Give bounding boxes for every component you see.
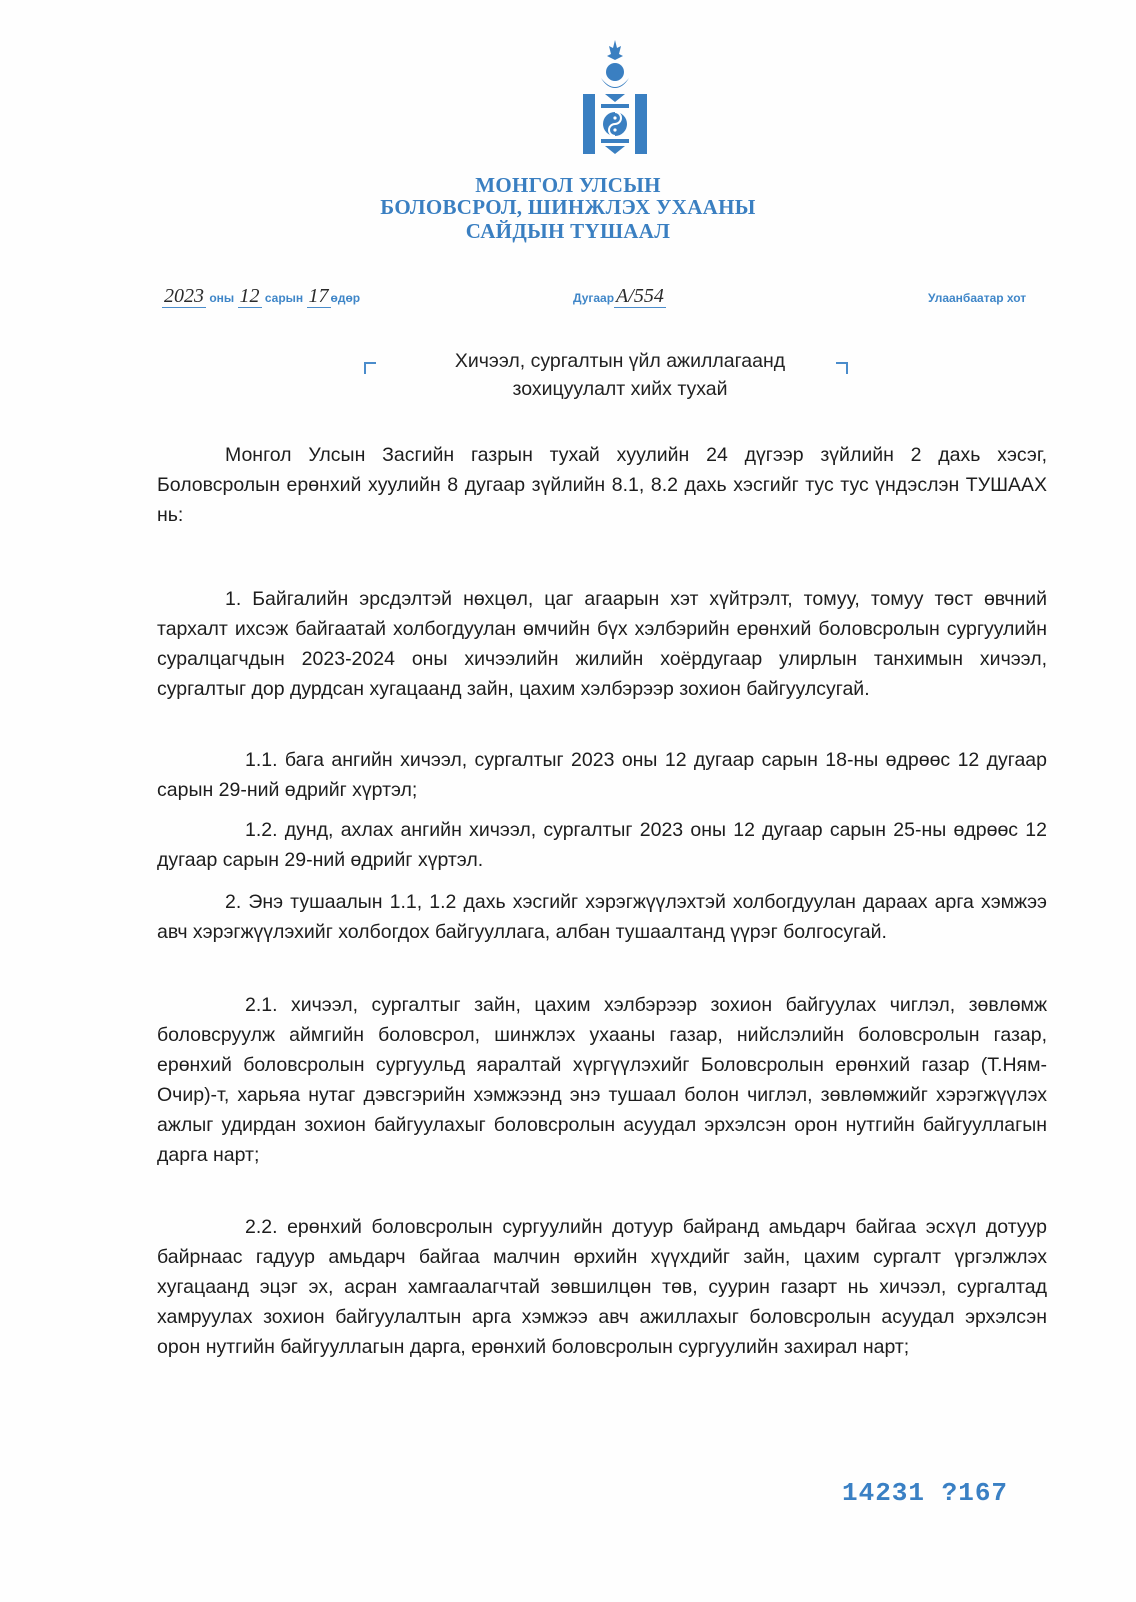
header-ministry: БОЛОВСРОЛ, ШИНЖЛЭХ УХААНЫ [380,195,756,219]
order-number [573,285,666,308]
order-date [162,285,360,308]
clause-2-2: 2.2. ерөнхий боловсролын сургуулийн дотуур байранд амьдарч байгаа эсхүл дотуур байрнаас гадуур амьдарч байгаа малчин өрхийн хүүхдийг зайн, цахим сургалт үргэлжлэх хугацаанд эцэг эх, асран хамгаалагчтай зөвшилцөн төв, суурин газарт нь хичээл, сургалтад хамруулах зохион байгуулалтын арга хэмжээ авч ажиллахыг боловсролын асуудал эрхэлсэн орон нутгийн байгууллагын дарга, ерөнхий боловсролын сургуулийн захирал нарт; [157,1216,1047,1358]
order-subject-line1: Хичээл, сургалтын үйл ажиллагаанд [454,350,786,372]
soyombo-emblem-icon [583,38,647,156]
order-number-value: А/554 [616,285,664,307]
clause-2-1: 2.1. хичээл, сургалтыг зайн, цахим хэлбэрээр зохион байгуулах чиглэл, зөвлөмж боловсруулж аймгийн боловсрол, шинжлэх ухааны газар, нийслэлийн боловсролын газар, ерөнхий боловсролын сургуульд яаралтай хүргүүлэхийг Боловсролын ерөнхий газар (Т.Ням-Очир)-т, харьяа нутаг дэвсгэрийн хэмжээнд энэ тушаал болон чиглэл, зөвлөмжийг хэрэгжүүлэх ажлыг удирдан зохион байгуулахыг боловсролын асуудал эрхэлсэн орон нутгийн байгууллагын дарга нарт; [157,994,1047,1166]
date-month: 12 [239,285,260,307]
header-country: МОНГОЛ УЛСЫН [475,173,661,197]
date-year: 2023 [164,285,204,307]
date-year-label: оны [209,291,235,305]
order-city: Улаанбаатар хот [928,291,1027,305]
clause-1-2: 1.2. дунд, ахлах ангийн хичээл, сургалтыг 2023 оны 12 дугаар сарын 25-ны өдрөөс 12 дугаар сарын 29-ний өдрийг хүртэл. [157,819,1047,871]
serial-number-stamp: 14231 ?167 [842,1478,1009,1508]
preamble-paragraph: Монгол Улсын Засгийн газрын тухай хуулийн 24 дүгээр зүйлийн 2 дахь хэсэг, Боловсролын ерөнхий хуулийн 8 дугаар зүйлийн 8.1, 8.2 дахь хэсгийг тус тус үндэслэн ТУШААХ нь: [157,444,1047,526]
clause-1-1: 1.1. бага ангийн хичээл, сургалтыг 2023 оны 12 дугаар сарын 18-ны өдрөөс 12 дугаар сарын 29-ний өдрийг хүртэл; [157,749,1047,801]
header-order-title: САЙДЫН ТҮШААЛ [465,219,671,243]
order-number-label: Дугаар [573,291,615,305]
order-subject [380,347,860,403]
order-subject-line2: зохицуулалт хийх тухай [512,378,728,400]
clause-1: 1. Байгалийн эрсдэлтэй нөхцөл, цаг агаарын хэт хүйтрэлт, томуу, томуу төст өвчний тархалт ихсэж байгаатай холбогдуулан өмчийн бүх хэлбэрийн ерөнхий боловсролын сургуулийн суралцагчдын 2023-2024 оны хичээлийн жилийн хоёрдугаар улирлын танхимын хичээл, сургалтыг дор дурдсан хугацаанд зайн, цахим хэлбэрээр зохион байгуулсугай. [157,588,1047,700]
date-day: 17 [308,285,329,307]
date-day-label: өдөр [330,291,361,305]
date-month-label: сарын [264,291,304,305]
title-bracket-left [364,362,376,374]
clause-2: 2. Энэ тушаалын 1.1, 1.2 дахь хэсгийг хэрэгжүүлэхтэй холбогдуулан дараах арга хэмжээ авч хэрэгжүүлэхийг холбогдох байгууллага, албан тушаалтанд үүрэг болгосугай. [157,891,1047,943]
